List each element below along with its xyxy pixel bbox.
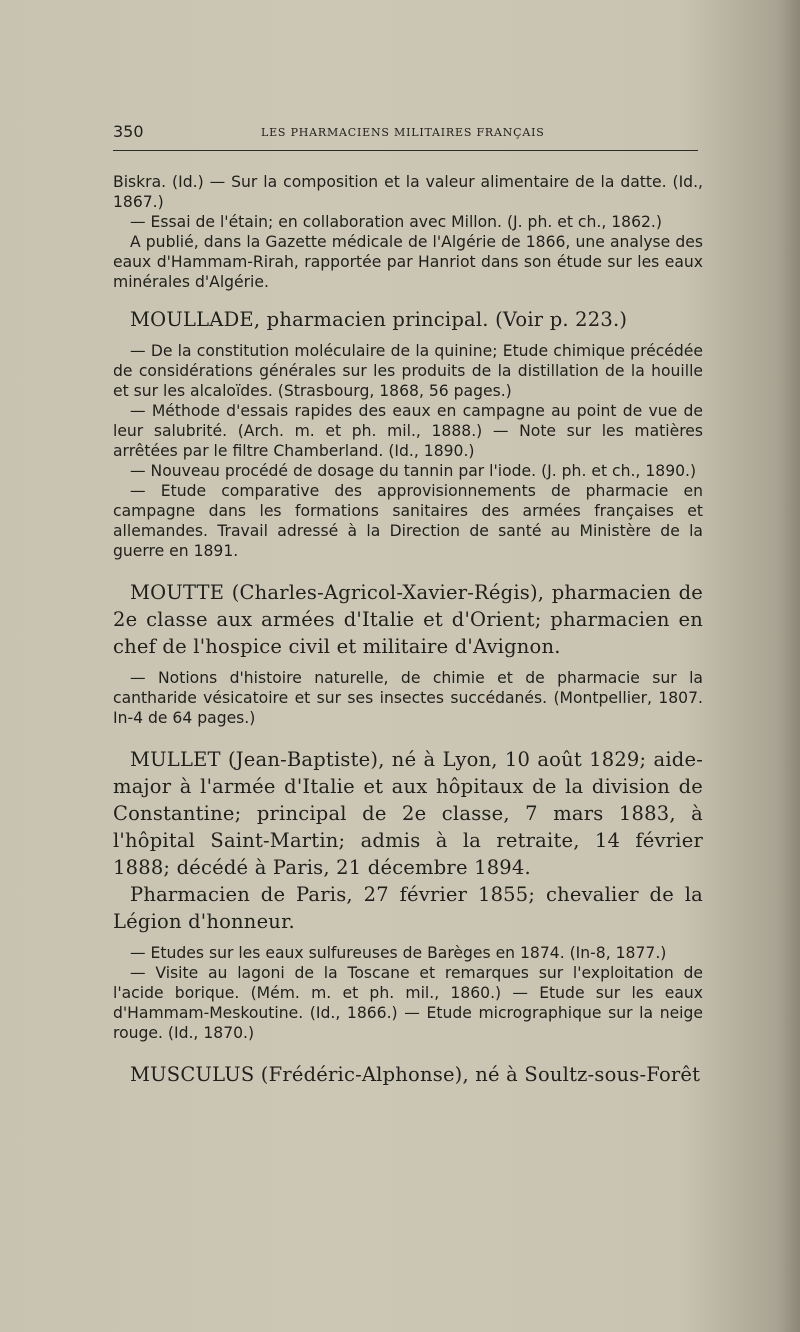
entry-heading-mullet: MULLET (Jean-Baptiste), né à Lyon, 10 août 1829; aide-major à l'armée d'Italie et aux hôpitaux de la division de Constantine; principal de 2e classe, 7 mars 1883, à l'hôpital Saint-Martin; admis à la retraite, 14 février 1888; décédé à Paris, 21 décembre 1894. [113, 748, 703, 879]
entry-heading-musculus: MUSCULUS (Frédéric-Alphonse), né à Soultz-sous-Forêt [130, 1063, 701, 1086]
paragraph-mullet-bareges: — Etudes sur les eaux sulfureuses de Barèges en 1874. (In-8, 1877.) [130, 944, 667, 962]
page-header [113, 122, 698, 146]
paragraph-hammam-rirah: A publié, dans la Gazette médicale de l'Algérie de 1866, une analyse des eaux d'Hammam-Rirah, rapportée par Hanriot dans son étude sur les eaux minérales d'Algérie. [113, 233, 703, 291]
entry-heading-moutte: MOUTTE (Charles-Agricol-Xavier-Régis), pharmacien de 2e classe aux armées d'Italie et d'Orient; pharmacien en chef de l'hospice civil et militaire d'Avignon. [113, 581, 703, 658]
entry-heading-moullade: MOULLADE, pharmacien principal. (Voir p. 223.) [130, 308, 628, 331]
running-head: LES PHARMACIENS MILITAIRES FRANÇAIS [261, 126, 545, 139]
header-rule [113, 150, 698, 151]
paragraph-moullade-eaux: — Méthode d'essais rapides des eaux en campagne au point de vue de leur salubrité. (Arch. m. et ph. mil., 1888.) — Note sur les matières arrêtées par le filtre Chamberland. (Id., 1890.) [113, 402, 703, 460]
paragraph-moullade-tannin: — Nouveau procédé de dosage du tannin par l'iode. (J. ph. et ch., 1890.) [130, 462, 697, 480]
paragraph-mullet-lagoni: — Visite au lagoni de la Toscane et remarques sur l'exploitation de l'acide borique. (Mém. m. et ph. mil., 1860.) — Etude sur les eaux d'Hammam-Meskoutine. (Id., 1866.) — Etude micrographique sur la neige rouge. (Id., 1870.) [113, 964, 703, 1042]
paragraph-etain: — Essai de l'étain; en collaboration avec Millon. (J. ph. et ch., 1862.) [130, 213, 662, 231]
paragraph-biskra: Biskra. (Id.) — Sur la composition et la valeur alimentaire de la datte. (Id., 1867.) [113, 173, 703, 211]
paragraph-moutte-cantharide: — Notions d'histoire naturelle, de chimie et de pharmacie sur la cantharide vésicatoire et sur ses insectes succédanés. (Montpellier, 1807. In-4 de 64 pages.) [113, 669, 703, 727]
paragraph-moullade-approvisionnements: — Etude comparative des approvisionnements de pharmacie en campagne dans les formations sanitaires des armées françaises et allemandes. Travail adressé à la Direction de santé au Ministère de la guerre en 1891. [113, 482, 703, 560]
paragraph-moullade-quinine: — De la constitution moléculaire de la quinine; Etude chimique précédée de considérations générales sur les produits de la distillation de la houille et sur les alcaloïdes. (Strasbourg, 1868, 56 pages.) [113, 342, 703, 400]
entry-heading-mullet-pharmacien: Pharmacien de Paris, 27 février 1855; chevalier de la Légion d'honneur. [113, 883, 703, 933]
page-number: 350 [113, 122, 144, 141]
page-body [113, 172, 703, 1088]
